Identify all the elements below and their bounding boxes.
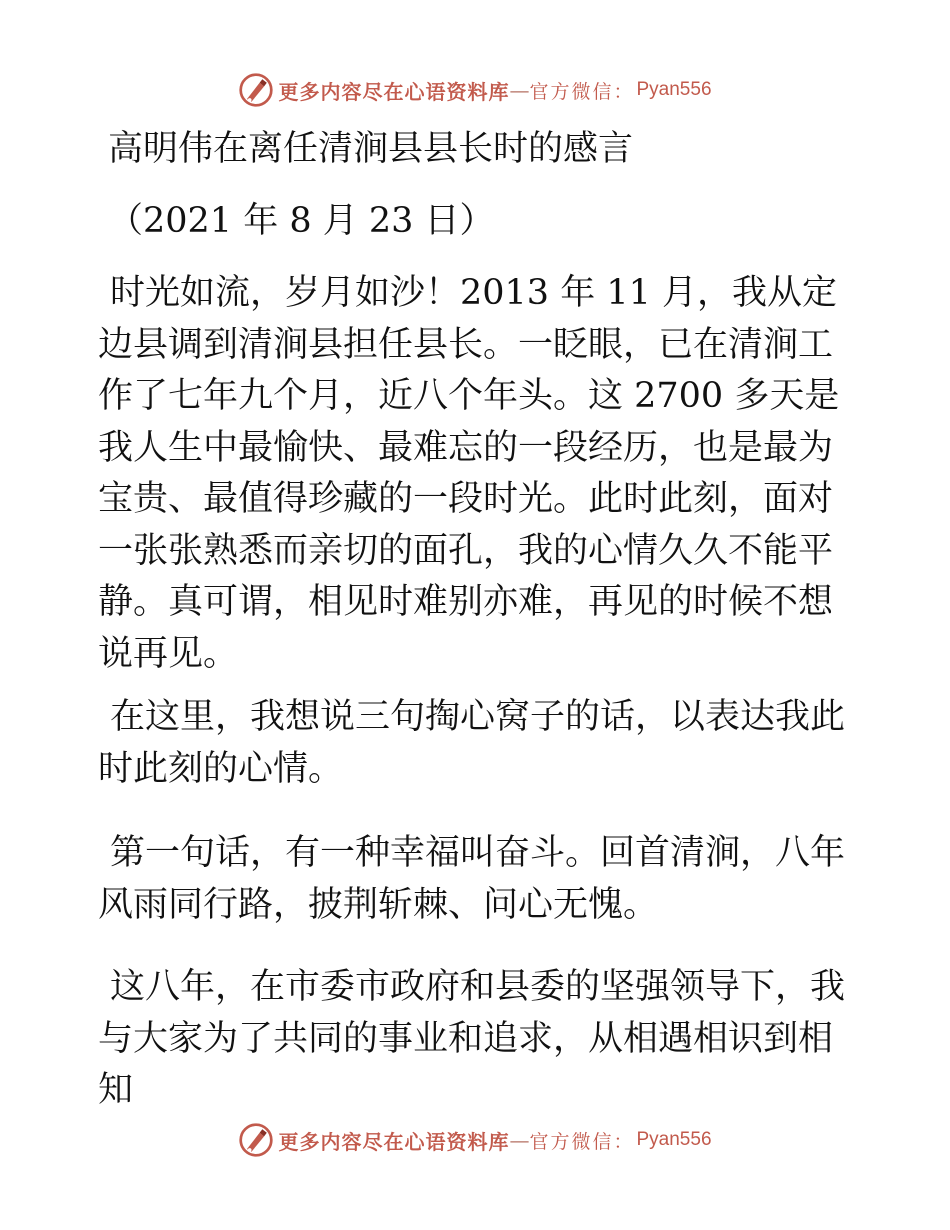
watermark-wechat-label: 官方微信： [529, 80, 635, 103]
watermark-wechat-id: Pyan556 [636, 79, 712, 100]
watermark-wechat-id: Pyan556 [636, 1129, 712, 1150]
paragraph: 第一句话，有一种幸福叫奋斗。回首清涧，八年风雨同行路，披荆斩棘、问心无愧。 [98, 833, 846, 925]
watermark-header [0, 68, 950, 112]
watermark-separator: — [509, 1128, 530, 1152]
watermark-wechat-label: 官方微信： [529, 1130, 635, 1153]
watermark-separator: — [509, 78, 530, 102]
pen-logo-icon [238, 1122, 274, 1158]
watermark-library-text: 更多内容尽在心语资料库 [278, 79, 510, 104]
document-title: 高明伟在离任清涧县县长时的感言 [108, 129, 634, 169]
watermark-library-text: 更多内容尽在心语资料库 [278, 1129, 510, 1154]
paragraph: 在这里，我想说三句掏心窝子的话，以表达我此时此刻的心情。 [98, 697, 846, 789]
watermark-footer [0, 1118, 950, 1162]
pen-logo-icon [238, 72, 274, 108]
paragraph: 时光如流，岁月如沙！2013 年 11 月，我从定边县调到清涧县担任县长。一眨眼，已在清涧工作了七年九个月，近八个年头。这 2700 多天是我人生中最愉快、最难忘的一段经历，也是最为宝贵、最值得珍藏的一段时光。此时此刻，面对一张张熟悉而亲切的面孔，我的心情久久不能平静。真可谓，相见时难别亦难，再见的时候不想说再见。 [98, 273, 840, 674]
document-date: （2021 年 8 月 23 日） [108, 201, 495, 241]
paragraph: 这八年，在市委市政府和县委的坚强领导下，我与大家为了共同的事业和追求，从相遇相识到相知 [98, 967, 846, 1110]
